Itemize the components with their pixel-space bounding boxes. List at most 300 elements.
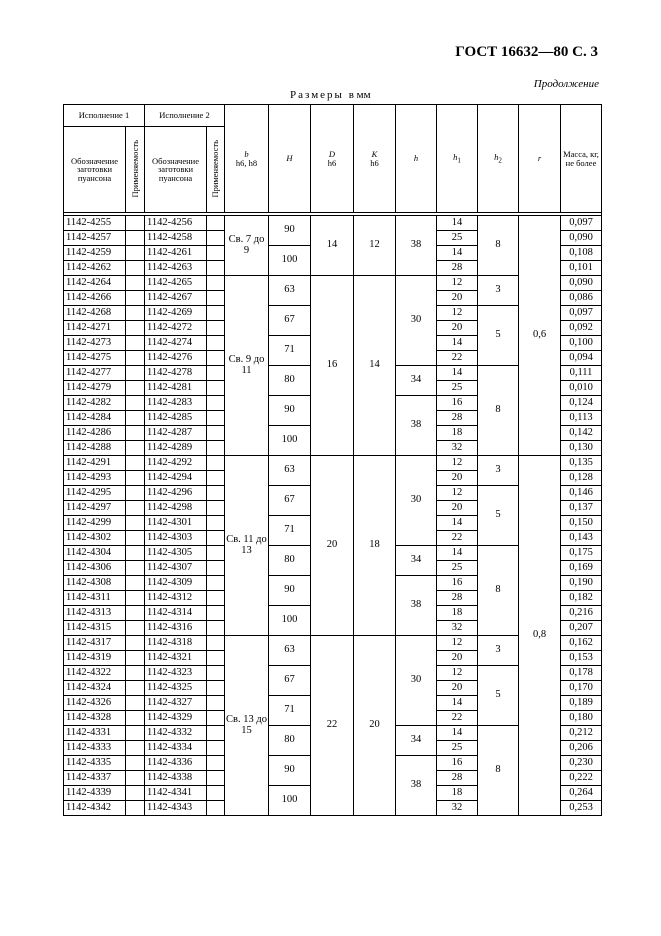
- h2-cell: 5: [478, 486, 519, 546]
- group-header-2: Исполнение 2: [145, 105, 225, 127]
- applicability-2-cell: [207, 531, 225, 546]
- h1-cell: 16: [437, 756, 478, 771]
- applicability-2-cell: [207, 741, 225, 756]
- applicability-2-cell: [207, 696, 225, 711]
- designation-2-cell: 1142-4329: [145, 711, 207, 726]
- applicability-2-cell: [207, 261, 225, 276]
- h1-cell: 14: [437, 516, 478, 531]
- col-header-r: r: [519, 105, 561, 213]
- sizes-unit: в мм: [348, 89, 371, 101]
- col-D-tolerance: h6: [327, 157, 337, 168]
- designation-2-cell: 1142-4258: [145, 231, 207, 246]
- h1-cell: 20: [437, 501, 478, 516]
- applicability-2-cell: [207, 591, 225, 606]
- designation-1-cell: 1142-4288: [64, 441, 126, 456]
- applicability-1-cell: [126, 576, 145, 591]
- col-header-D: [311, 105, 354, 213]
- applicability-1-cell: [126, 651, 145, 666]
- mass-cell: 0,137: [561, 501, 602, 516]
- col-h1-subscript: 1: [457, 156, 461, 165]
- designation-2-cell: 1142-4305: [145, 546, 207, 561]
- designation-2-cell: 1142-4256: [145, 216, 207, 231]
- designation-1-cell: 1142-4268: [64, 306, 126, 321]
- mass-cell: 0,162: [561, 636, 602, 651]
- H-cell: 90: [269, 756, 311, 786]
- designation-1-cell: 1142-4306: [64, 561, 126, 576]
- h-cell: 38: [396, 396, 437, 456]
- mass-cell: 0,264: [561, 786, 602, 801]
- designation-1-cell: 1142-4286: [64, 426, 126, 441]
- mass-cell: 0,253: [561, 801, 602, 816]
- designation-2-cell: 1142-4281: [145, 381, 207, 396]
- applicability-1-cell: [126, 426, 145, 441]
- designation-1-cell: 1142-4315: [64, 621, 126, 636]
- designation-1-cell: 1142-4293: [64, 471, 126, 486]
- applicability-1-cell: [126, 741, 145, 756]
- mass-cell: 0,130: [561, 441, 602, 456]
- H-cell: 80: [269, 546, 311, 576]
- col-h2-symbol: h: [494, 151, 499, 162]
- applicability-2-cell: [207, 546, 225, 561]
- h1-cell: 12: [437, 306, 478, 321]
- col-header-H: H: [269, 105, 311, 213]
- designation-2-cell: 1142-4336: [145, 756, 207, 771]
- applicability-1-cell: [126, 711, 145, 726]
- applicability-2-cell: [207, 636, 225, 651]
- mass-cell: 0,097: [561, 306, 602, 321]
- H-cell: 67: [269, 486, 311, 516]
- designation-1-cell: 1142-4255: [64, 216, 126, 231]
- h1-cell: 20: [437, 651, 478, 666]
- applicability-2-cell: [207, 651, 225, 666]
- K-cell: 20: [354, 636, 396, 816]
- h1-cell: 25: [437, 381, 478, 396]
- designation-1-cell: 1142-4304: [64, 546, 126, 561]
- designation-1-cell: 1142-4259: [64, 246, 126, 261]
- H-cell: 63: [269, 276, 311, 306]
- D-cell: 16: [311, 276, 354, 456]
- applicability-2-cell: [207, 336, 225, 351]
- table-row: [64, 216, 602, 231]
- h-cell: 30: [396, 276, 437, 366]
- applicability-1-cell: [126, 681, 145, 696]
- applicability-1-cell: [126, 606, 145, 621]
- b-range-cell: Св. 13 до 15: [225, 636, 269, 816]
- h-cell: 38: [396, 216, 437, 276]
- h1-cell: 28: [437, 591, 478, 606]
- designation-1-cell: 1142-4333: [64, 741, 126, 756]
- col-header-designation-2: Обозначение заготовки пуансона: [145, 127, 207, 213]
- designation-1-cell: 1142-4271: [64, 321, 126, 336]
- h1-cell: 12: [437, 276, 478, 291]
- designation-1-cell: 1142-4275: [64, 351, 126, 366]
- applicability-2-cell: [207, 411, 225, 426]
- designation-2-cell: 1142-4278: [145, 366, 207, 381]
- applicability-1-cell: [126, 216, 145, 231]
- h1-cell: 22: [437, 351, 478, 366]
- applicability-1-cell: [126, 516, 145, 531]
- h1-cell: 32: [437, 441, 478, 456]
- designation-1-cell: 1142-4308: [64, 576, 126, 591]
- designation-1-cell: 1142-4262: [64, 261, 126, 276]
- designation-1-cell: 1142-4331: [64, 726, 126, 741]
- applicability-1-cell: [126, 231, 145, 246]
- mass-cell: 0,100: [561, 336, 602, 351]
- designation-2-cell: 1142-4272: [145, 321, 207, 336]
- designation-2-cell: 1142-4312: [145, 591, 207, 606]
- mass-cell: 0,189: [561, 696, 602, 711]
- h2-cell: 3: [478, 276, 519, 306]
- h1-cell: 20: [437, 321, 478, 336]
- col-D-symbol: D: [328, 149, 336, 159]
- designation-1-cell: 1142-4291: [64, 456, 126, 471]
- applicability-2-cell: [207, 351, 225, 366]
- applicability-2-cell: [207, 621, 225, 636]
- h1-cell: 20: [437, 291, 478, 306]
- mass-cell: 0,175: [561, 546, 602, 561]
- K-cell: 14: [354, 276, 396, 456]
- table-row: [64, 456, 602, 471]
- mass-cell: 0,142: [561, 426, 602, 441]
- col-header-applicability-2: [207, 127, 225, 213]
- h1-cell: 18: [437, 786, 478, 801]
- applicability-2-cell: [207, 606, 225, 621]
- col-header-K: [354, 105, 396, 213]
- applicability-1-cell: [126, 261, 145, 276]
- mass-cell: 0,206: [561, 741, 602, 756]
- col-h2-subscript: 2: [498, 156, 502, 165]
- h1-cell: 22: [437, 711, 478, 726]
- applicability-2-cell: [207, 711, 225, 726]
- col-header-h2: [478, 105, 519, 213]
- D-cell: 14: [311, 216, 354, 276]
- designation-2-cell: 1142-4294: [145, 471, 207, 486]
- h1-cell: 20: [437, 471, 478, 486]
- mass-cell: 0,150: [561, 516, 602, 531]
- mass-cell: 0,153: [561, 651, 602, 666]
- applicability-1-cell: [126, 246, 145, 261]
- mass-cell: 0,135: [561, 456, 602, 471]
- mass-cell: 0,170: [561, 681, 602, 696]
- h1-cell: 32: [437, 621, 478, 636]
- h1-cell: 14: [437, 336, 478, 351]
- designation-2-cell: 1142-4309: [145, 576, 207, 591]
- col-K-symbol: K: [371, 149, 378, 159]
- col-b-tolerance: h6, h8: [235, 157, 258, 168]
- mass-cell: 0,086: [561, 291, 602, 306]
- applicability-1-cell: [126, 621, 145, 636]
- mass-cell: 0,097: [561, 216, 602, 231]
- applicability-1-cell: [126, 321, 145, 336]
- h-cell: 34: [396, 726, 437, 756]
- col-K-tolerance: h6: [370, 157, 379, 168]
- col-header-b: [225, 105, 269, 213]
- mass-cell: 0,124: [561, 396, 602, 411]
- mass-cell: 0,090: [561, 231, 602, 246]
- designation-1-cell: 1142-4297: [64, 501, 126, 516]
- designation-2-cell: 1142-4267: [145, 291, 207, 306]
- designation-2-cell: 1142-4289: [145, 441, 207, 456]
- h2-cell: 3: [478, 456, 519, 486]
- mass-cell: 0,207: [561, 621, 602, 636]
- h1-cell: 25: [437, 741, 478, 756]
- applicability-2-cell: [207, 426, 225, 441]
- col-header-h1: [437, 105, 478, 213]
- b-range-cell: Св. 9 до 11: [225, 276, 269, 456]
- H-cell: 90: [269, 216, 311, 246]
- applicability-2-cell: [207, 666, 225, 681]
- h1-cell: 12: [437, 666, 478, 681]
- H-cell: 100: [269, 426, 311, 456]
- r-cell: 0,8: [519, 456, 561, 816]
- designation-2-cell: 1142-4341: [145, 786, 207, 801]
- designation-1-cell: 1142-4295: [64, 486, 126, 501]
- applicability-2-cell: [207, 366, 225, 381]
- applicability-1-cell: [126, 486, 145, 501]
- designation-2-cell: 1142-4285: [145, 411, 207, 426]
- H-cell: 80: [269, 726, 311, 756]
- h2-cell: 5: [478, 306, 519, 366]
- designation-1-cell: 1142-4282: [64, 396, 126, 411]
- designation-2-cell: 1142-4283: [145, 396, 207, 411]
- h1-cell: 28: [437, 771, 478, 786]
- h2-cell: 8: [478, 726, 519, 816]
- applicability-1-cell: [126, 666, 145, 681]
- applicability-label-1: Применяемость: [129, 139, 140, 198]
- mass-cell: 0,180: [561, 711, 602, 726]
- page-header: ГОСТ 16632—80 С. 3: [455, 44, 598, 60]
- designation-2-cell: 1142-4307: [145, 561, 207, 576]
- designation-1-cell: 1142-4264: [64, 276, 126, 291]
- mass-cell: 0,094: [561, 351, 602, 366]
- designation-2-cell: 1142-4301: [145, 516, 207, 531]
- applicability-label-2: Применяемость: [210, 139, 221, 198]
- designation-1-cell: 1142-4326: [64, 696, 126, 711]
- designation-2-cell: 1142-4325: [145, 681, 207, 696]
- designation-2-cell: 1142-4296: [145, 486, 207, 501]
- h1-cell: 25: [437, 231, 478, 246]
- designation-1-cell: 1142-4342: [64, 801, 126, 816]
- designation-2-cell: 1142-4332: [145, 726, 207, 741]
- applicability-2-cell: [207, 786, 225, 801]
- applicability-2-cell: [207, 471, 225, 486]
- table-body: [64, 216, 602, 816]
- H-cell: 100: [269, 246, 311, 276]
- continuation-label: Продолжение: [533, 78, 599, 90]
- designation-1-cell: 1142-4257: [64, 231, 126, 246]
- applicability-1-cell: [126, 471, 145, 486]
- applicability-2-cell: [207, 501, 225, 516]
- h1-cell: 12: [437, 636, 478, 651]
- applicability-1-cell: [126, 636, 145, 651]
- applicability-2-cell: [207, 381, 225, 396]
- col-b-symbol: b: [244, 149, 249, 159]
- mass-cell: 0,111: [561, 366, 602, 381]
- b-range-cell: Св. 7 до 9: [225, 216, 269, 276]
- designation-2-cell: 1142-4314: [145, 606, 207, 621]
- applicability-2-cell: [207, 441, 225, 456]
- h1-cell: 14: [437, 696, 478, 711]
- h1-cell: 12: [437, 486, 478, 501]
- dimensions-table: [63, 104, 602, 816]
- mass-cell: 0,169: [561, 561, 602, 576]
- h2-cell: 3: [478, 636, 519, 666]
- mass-cell: 0,212: [561, 726, 602, 741]
- applicability-2-cell: [207, 306, 225, 321]
- designation-2-cell: 1142-4287: [145, 426, 207, 441]
- h1-cell: 22: [437, 531, 478, 546]
- h-cell: 30: [396, 456, 437, 546]
- h2-cell: 8: [478, 216, 519, 276]
- applicability-1-cell: [126, 696, 145, 711]
- sizes-caption: [290, 89, 371, 101]
- mass-cell: 0,222: [561, 771, 602, 786]
- designation-2-cell: 1142-4292: [145, 456, 207, 471]
- h1-cell: 14: [437, 546, 478, 561]
- designation-1-cell: 1142-4337: [64, 771, 126, 786]
- K-cell: 12: [354, 216, 396, 276]
- h2-cell: 5: [478, 666, 519, 726]
- h1-cell: 18: [437, 606, 478, 621]
- designation-2-cell: 1142-4316: [145, 621, 207, 636]
- applicability-1-cell: [126, 381, 145, 396]
- designation-1-cell: 1142-4328: [64, 711, 126, 726]
- designation-2-cell: 1142-4334: [145, 741, 207, 756]
- h2-cell: 8: [478, 546, 519, 636]
- applicability-1-cell: [126, 531, 145, 546]
- col-header-designation-1: Обозначение заготовки пуансона: [64, 127, 126, 213]
- mass-cell: 0,101: [561, 261, 602, 276]
- mass-cell: 0,190: [561, 576, 602, 591]
- applicability-2-cell: [207, 291, 225, 306]
- h1-cell: 32: [437, 801, 478, 816]
- designation-2-cell: 1142-4321: [145, 651, 207, 666]
- designation-1-cell: 1142-4311: [64, 591, 126, 606]
- h-cell: 30: [396, 636, 437, 726]
- h1-cell: 28: [437, 411, 478, 426]
- applicability-2-cell: [207, 486, 225, 501]
- designation-2-cell: 1142-4269: [145, 306, 207, 321]
- designation-1-cell: 1142-4319: [64, 651, 126, 666]
- h1-cell: 18: [437, 426, 478, 441]
- mass-cell: 0,108: [561, 246, 602, 261]
- applicability-1-cell: [126, 771, 145, 786]
- applicability-1-cell: [126, 801, 145, 816]
- H-cell: 71: [269, 696, 311, 726]
- H-cell: 67: [269, 306, 311, 336]
- h1-cell: 12: [437, 456, 478, 471]
- H-cell: 71: [269, 516, 311, 546]
- h1-cell: 25: [437, 561, 478, 576]
- applicability-2-cell: [207, 561, 225, 576]
- h1-cell: 16: [437, 576, 478, 591]
- mass-cell: 0,178: [561, 666, 602, 681]
- h1-cell: 14: [437, 726, 478, 741]
- applicability-1-cell: [126, 336, 145, 351]
- applicability-1-cell: [126, 591, 145, 606]
- designation-2-cell: 1142-4276: [145, 351, 207, 366]
- H-cell: 67: [269, 666, 311, 696]
- designation-1-cell: 1142-4279: [64, 381, 126, 396]
- designation-1-cell: 1142-4277: [64, 366, 126, 381]
- designation-1-cell: 1142-4335: [64, 756, 126, 771]
- mass-cell: 0,146: [561, 486, 602, 501]
- col-h1-symbol: h: [453, 151, 458, 162]
- applicability-1-cell: [126, 396, 145, 411]
- designation-1-cell: 1142-4324: [64, 681, 126, 696]
- designation-1-cell: 1142-4313: [64, 606, 126, 621]
- designation-2-cell: 1142-4323: [145, 666, 207, 681]
- h2-cell: 8: [478, 366, 519, 456]
- mass-cell: 0,010: [561, 381, 602, 396]
- designation-1-cell: 1142-4317: [64, 636, 126, 651]
- H-cell: 100: [269, 786, 311, 816]
- applicability-2-cell: [207, 516, 225, 531]
- h1-cell: 14: [437, 216, 478, 231]
- applicability-2-cell: [207, 231, 225, 246]
- designation-2-cell: 1142-4263: [145, 261, 207, 276]
- h-cell: 34: [396, 366, 437, 396]
- applicability-2-cell: [207, 756, 225, 771]
- mass-cell: 0,216: [561, 606, 602, 621]
- D-cell: 20: [311, 456, 354, 636]
- H-cell: 100: [269, 606, 311, 636]
- applicability-1-cell: [126, 306, 145, 321]
- designation-1-cell: 1142-4284: [64, 411, 126, 426]
- applicability-1-cell: [126, 501, 145, 516]
- applicability-1-cell: [126, 411, 145, 426]
- mass-cell: 0,090: [561, 276, 602, 291]
- designation-1-cell: 1142-4339: [64, 786, 126, 801]
- H-cell: 90: [269, 396, 311, 426]
- designation-1-cell: 1142-4266: [64, 291, 126, 306]
- applicability-2-cell: [207, 576, 225, 591]
- col-header-h: h: [396, 105, 437, 213]
- applicability-1-cell: [126, 351, 145, 366]
- designation-1-cell: 1142-4302: [64, 531, 126, 546]
- applicability-2-cell: [207, 681, 225, 696]
- designation-2-cell: 1142-4318: [145, 636, 207, 651]
- h1-cell: 16: [437, 396, 478, 411]
- col-header-applicability-1: [126, 127, 145, 213]
- mass-cell: 0,230: [561, 756, 602, 771]
- h1-cell: 14: [437, 366, 478, 381]
- applicability-2-cell: [207, 396, 225, 411]
- mass-cell: 0,143: [561, 531, 602, 546]
- applicability-2-cell: [207, 216, 225, 231]
- sizes-label: Размеры: [290, 89, 344, 101]
- applicability-1-cell: [126, 756, 145, 771]
- H-cell: 90: [269, 576, 311, 606]
- h-cell: 38: [396, 756, 437, 816]
- designation-2-cell: 1142-4327: [145, 696, 207, 711]
- applicability-1-cell: [126, 561, 145, 576]
- H-cell: 71: [269, 336, 311, 366]
- mass-cell: 0,128: [561, 471, 602, 486]
- H-cell: 63: [269, 456, 311, 486]
- applicability-1-cell: [126, 786, 145, 801]
- applicability-1-cell: [126, 546, 145, 561]
- col-header-mass: Масса, кг, не более: [561, 105, 602, 213]
- applicability-1-cell: [126, 276, 145, 291]
- designation-1-cell: 1142-4322: [64, 666, 126, 681]
- applicability-2-cell: [207, 456, 225, 471]
- applicability-2-cell: [207, 246, 225, 261]
- designation-2-cell: 1142-4298: [145, 501, 207, 516]
- applicability-1-cell: [126, 291, 145, 306]
- designation-2-cell: 1142-4303: [145, 531, 207, 546]
- D-cell: 22: [311, 636, 354, 816]
